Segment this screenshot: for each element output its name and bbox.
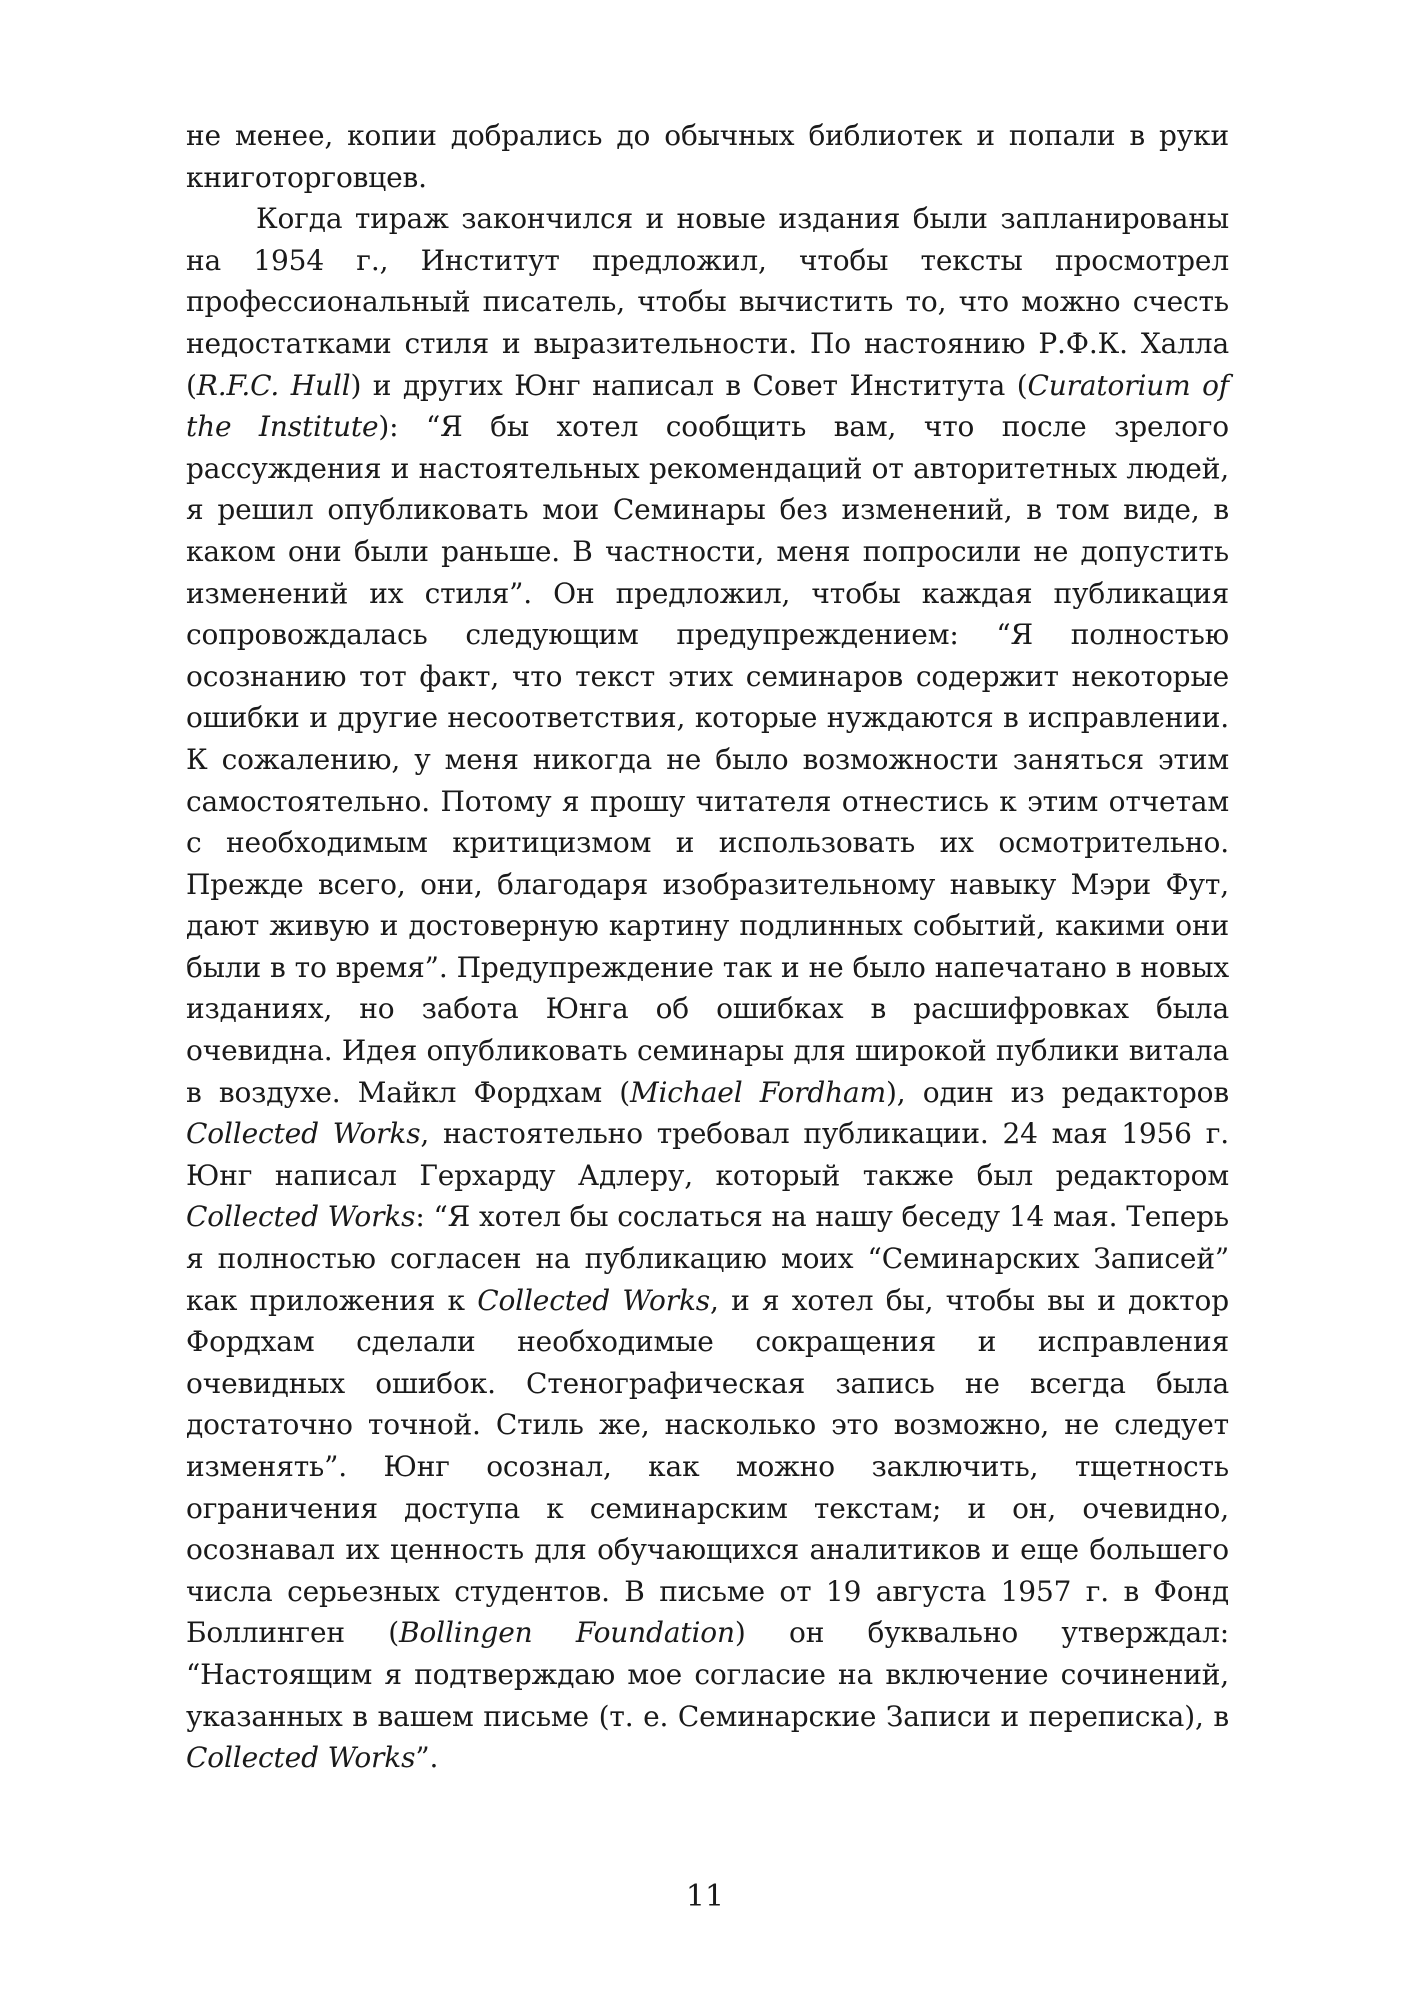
italic-term: Curatorium of the Institute (186, 368, 1229, 444)
paragraph-continuation (186, 115, 1229, 198)
italic-term: R.F.C. Hull (196, 368, 351, 402)
text-run: ), один из редакторов (886, 1075, 1229, 1109)
italic-term: Michael Fordham (629, 1075, 887, 1109)
italic-term: Bollingen Foundation (399, 1616, 735, 1650)
italic-term: Collected Works (186, 1741, 416, 1775)
italic-term: Collected Works (186, 1117, 421, 1151)
italic-term: Collected Works (477, 1283, 711, 1317)
text-run: не менее, копии добрались до обычных библиотек и попали в руки книготорговцев. (186, 119, 1229, 194)
text-run: : “Я хотел бы сослаться на нашу беседу 14 мая. Теперь я полностью согласен на публикацию моих “Семинарских Записей” как приложения к (186, 1200, 1229, 1317)
text-run: ): “Я бы хотел сообщить вам, что после зрелого рассуждения и настоятельных рекомендаций от авторитетных людей, я решил опубликовать мои Семинары без изменений, в том виде, в каком они были раньше. В частности, меня попросили не допустить изменений их стиля”. Он предложил, чтобы каждая публикация сопровождалась следующим предупреждением: “Я полностью осознанию тот факт, что текст этих семинаров содержит некоторые ошибки и другие несоответствия, которые нуждаются в исправлении. К сожалению, у меня никогда не было возможности заняться этим самостоятельно. Потому я прошу читателя отнестись к этим отчетам с необходимым критицизмом и использовать их осмотрительно. Прежде всего, они, благодаря изобразительному навыку Мэри Фут, дают живую и достоверную картину подлинных событий, какими они были в то время”. Предупреждение так и не было напечатано в новых изданиях, но забота Юнга об ошибках в расшифровках была очевидна. Идея опубликовать семинары для широкой публики витала в воздухе. Майкл Фордхам ( (186, 410, 1229, 1109)
text-run: ) и других Юнг написал в Совет Института ( (350, 368, 1028, 402)
page-body (186, 115, 1229, 1779)
italic-term: Collected Works (186, 1200, 416, 1234)
paragraph-main (186, 198, 1229, 1779)
text-run: , и я хотел бы, чтобы вы и доктор Фордхам сделали необходимые сокращения и исправления очевидных ошибок. Стенографическая запись не всегда была достаточно точной. Стиль же, насколько это возможно, не следует изменять”. Юнг осознал, как можно заключить, тщетность ограничения доступа к семинарским текстам; и он, очевидно, осознавал их ценность для обучающихся аналитиков и еще большего числа серьезных студентов. В письме от 19 августа 1957 г. в Фонд Боллинген ( (186, 1283, 1229, 1650)
page-number: 11 (685, 1879, 725, 1914)
text-run: ”. (415, 1741, 439, 1775)
text-run: Когда тираж закончился и новые издания были запланированы на 1954 г., Институт предложил, чтобы тексты просмотрел профессиональный писатель, чтобы вычистить то, что можно счесть недостатками стиля и выразительности. По настоянию Р.Ф.К. Халла ( (186, 202, 1229, 402)
text-run: ) он буквально утверждал: “Настоящим я подтверждаю мое согласие на включение сочинений, указанных в вашем письме (т. е. Семинарские Записи и переписка), в (186, 1616, 1230, 1733)
text-run: , настоятельно требовал публикации. 24 мая 1956 г. Юнг написал Герхарду Адлеру, который также был редактором (186, 1117, 1229, 1192)
